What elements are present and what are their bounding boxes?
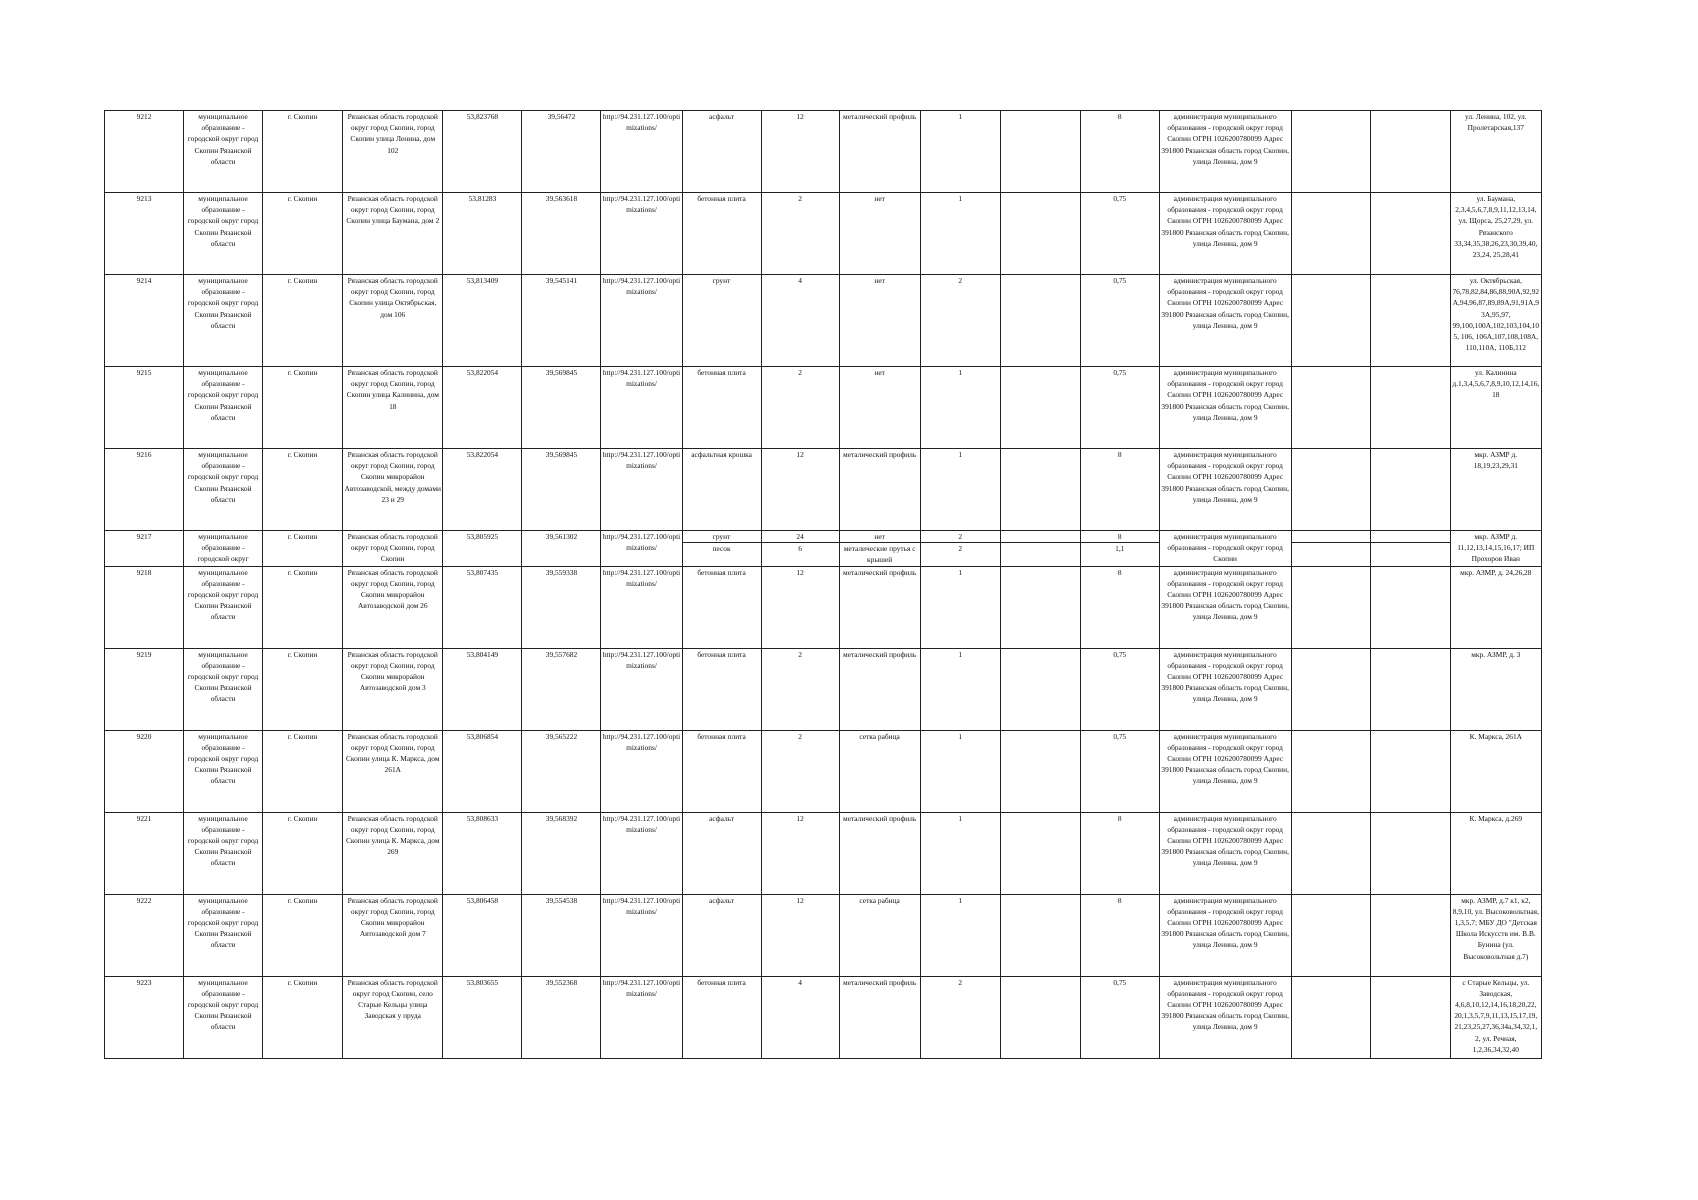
city-cell: г. Скопин	[263, 566, 343, 648]
container-volume-cell: 0,75	[1080, 367, 1159, 449]
surface-cell: песок	[682, 543, 761, 566]
surface-cell: бетонная плита	[682, 566, 761, 648]
empty-cell	[1000, 648, 1080, 730]
empty-cell	[1000, 531, 1080, 543]
container-volume-cell: 8	[1080, 894, 1159, 976]
empty-cell	[1000, 275, 1080, 367]
address-cell: Рязанская область городской округ город Скопин, город Скопин улица Ленина, дом 102	[343, 111, 443, 193]
empty-cell	[1370, 812, 1450, 894]
longitude-cell: 39,552368	[522, 976, 601, 1058]
empty-cell	[1370, 730, 1450, 812]
waste-sources-cell: ул. Баумана, 2,3,4,5,6,7,8,9,11,12,13,14, ул. Щорса, 25,27,29, ул. Рязанского 33,34,35,38,26,23,30,39,40, 23,24, 25,28,41	[1450, 193, 1541, 275]
surface-cell: бетонная плита	[682, 976, 761, 1058]
containers-count-cell: 1	[920, 566, 1000, 648]
registry-sheet	[104, 110, 1542, 1069]
city-cell: г. Скопин	[263, 193, 343, 275]
surface-cell: асфальт	[682, 894, 761, 976]
area-cell: 2	[761, 730, 839, 812]
containers-count-cell: 2	[920, 531, 1000, 543]
containers-count-cell: 2	[920, 543, 1000, 566]
fence-cell: металический профиль	[839, 648, 920, 730]
table-row	[105, 894, 1542, 976]
area-cell: 12	[761, 449, 839, 531]
address-cell: Рязанская область городской округ город Скопин, город Скопин улица К. Маркса, дом 261А	[343, 730, 443, 812]
empty-cell	[1000, 111, 1080, 193]
table-row	[105, 976, 1542, 1058]
record-id-cell: 9215	[105, 367, 184, 449]
area-cell: 12	[761, 812, 839, 894]
holder-cell: администрация муниципального образования - городской округ город Скопин ОГРН 1026200780099 Адрес 391800 Рязанская область город Скопин, улица Ленина, дом 9	[1159, 566, 1291, 648]
containers-count-cell: 1	[920, 730, 1000, 812]
record-id-cell: 9218	[105, 566, 184, 648]
latitude-cell: 53,822054	[443, 367, 522, 449]
surface-cell: бетонная плита	[682, 648, 761, 730]
holder-cell: администрация муниципального образования - городской округ город Скопин ОГРН 1026200780099 Адрес 391800 Рязанская область город Скопин, улица Ленина, дом 9	[1159, 648, 1291, 730]
empty-cell	[1000, 812, 1080, 894]
longitude-cell: 39,569845	[522, 449, 601, 531]
containers-count-cell: 2	[920, 976, 1000, 1058]
map-link-cell[interactable]: http://94.231.127.100/optimizations/	[601, 275, 682, 367]
longitude-cell: 39,565222	[522, 730, 601, 812]
record-id-cell: 9223	[105, 976, 184, 1058]
longitude-cell: 39,56472	[522, 111, 601, 193]
containers-count-cell: 1	[920, 648, 1000, 730]
surface-cell: бетонная плита	[682, 730, 761, 812]
waste-sources-cell: ул. Калинина д.1,3,4,5,6,7,8,9,10,12,14,16,18	[1450, 367, 1541, 449]
table-row	[105, 449, 1542, 531]
city-cell: г. Скопин	[263, 367, 343, 449]
waste-sources-cell: К. Маркса, 261А	[1450, 730, 1541, 812]
address-cell: Рязанская область городской округ город Скопин, город Скопин микрорайон Автозаводской дом 7	[343, 894, 443, 976]
record-id-cell: 9220	[105, 730, 184, 812]
address-cell: Рязанская область городской округ город Скопин, город Скопин микрорайон Автозаводской дом 26	[343, 566, 443, 648]
area-cell: 4	[761, 976, 839, 1058]
waste-sources-cell: мкр. АЗМР, д. 24,26,28	[1450, 566, 1541, 648]
record-id-cell: 9219	[105, 648, 184, 730]
waste-sources-cell: К. Маркса, д.269	[1450, 812, 1541, 894]
container-volume-cell: 0,75	[1080, 730, 1159, 812]
record-id-cell: 9221	[105, 812, 184, 894]
longitude-cell: 39,559338	[522, 566, 601, 648]
empty-cell	[1370, 566, 1450, 648]
container-volume-cell: 0,75	[1080, 193, 1159, 275]
container-volume-cell: 8	[1080, 111, 1159, 193]
empty-cell	[1370, 367, 1450, 449]
owner-cell: муниципальное образование - городской округ город Скопин Рязанской области	[184, 730, 263, 812]
empty-cell	[1291, 543, 1370, 566]
container-volume-cell: 8	[1080, 449, 1159, 531]
holder-cell: администрация муниципального образования - городской округ город Скопин ОГРН 1026200780099 Адрес 391800 Рязанская область город Скопин, улица Ленина, дом 9	[1159, 449, 1291, 531]
fence-cell: металические прутья с крышей	[839, 543, 920, 566]
area-cell: 6	[761, 543, 839, 566]
area-cell: 2	[761, 367, 839, 449]
map-link-cell: http://94.231.127.100/optimizations/	[601, 531, 682, 567]
longitude-cell: 39,554538	[522, 894, 601, 976]
containers-count-cell: 1	[920, 812, 1000, 894]
fence-cell: нет	[839, 275, 920, 367]
owner-cell: муниципальное образование - городской округ город Скопин Рязанской области	[184, 367, 263, 449]
container-volume-cell: 1,1	[1080, 543, 1159, 566]
waste-sources-cell: мкр. АЗМР, д.7 к1, к2, 8,9,10, ул. Высоковольтная, 1,3,5,7; МБУ ДО "Детская Школа Искусств им. В.В. Бунина (ул. Высоковольтная д.7)	[1450, 894, 1541, 976]
area-cell: 2	[761, 648, 839, 730]
waste-sources-cell: мкр. АЗМР д. 18,19,23,29,31	[1450, 449, 1541, 531]
waste-sources-cell: мкр. АЗМР, д. 3	[1450, 648, 1541, 730]
address-cell: Рязанская область городской округ город Скопин, город Скопин улица Баумана, дом 2	[343, 193, 443, 275]
map-link-cell[interactable]: http://94.231.127.100/optimizations/	[601, 566, 682, 648]
table-row	[105, 730, 1542, 812]
surface-cell: бетонная плита	[682, 193, 761, 275]
empty-cell	[1291, 275, 1370, 367]
latitude-cell: 53,806458	[443, 894, 522, 976]
record-id-cell: 9217	[105, 531, 184, 567]
address-cell: Рязанская область городской округ город Скопин, город Скопин	[343, 531, 443, 567]
table-row	[105, 193, 1542, 275]
owner-cell: муниципальное образование - городской округ	[184, 531, 263, 567]
owner-cell: муниципальное образование - городской округ город Скопин Рязанской области	[184, 976, 263, 1058]
longitude-cell: 39,545141	[522, 275, 601, 367]
empty-cell	[1291, 367, 1370, 449]
empty-cell	[1000, 449, 1080, 531]
surface-cell: асфальтная крошка	[682, 449, 761, 531]
latitude-cell: 53,804149	[443, 648, 522, 730]
latitude-cell: 53,822054	[443, 449, 522, 531]
area-cell: 12	[761, 894, 839, 976]
fence-cell: сетка рабица	[839, 894, 920, 976]
empty-cell	[1000, 976, 1080, 1058]
longitude-cell: 39,563618	[522, 193, 601, 275]
waste-sources-cell: с Старые Кельцы, ул. Заводская, 4,6,8,10,12,14,16,18,20,22, 20,1,3,5,7,9,11,13,15,17,19, 21,23,25,27,36,34а,34,32,1, 2, ул. Речная, 1,2,36,34,32,40	[1450, 976, 1541, 1058]
table-row	[105, 275, 1542, 367]
map-link-cell[interactable]: http://94.231.127.100/optimizations/	[601, 894, 682, 976]
surface-cell: бетонная плита	[682, 367, 761, 449]
map-link-cell[interactable]: http://94.231.127.100/optimizations/	[601, 111, 682, 193]
table-row	[105, 648, 1542, 730]
record-id-cell: 9213	[105, 193, 184, 275]
owner-cell: муниципальное образование - городской округ город Скопин Рязанской области	[184, 193, 263, 275]
owner-cell: муниципальное образование - городской округ город Скопин Рязанской области	[184, 111, 263, 193]
empty-cell	[1370, 648, 1450, 730]
owner-cell: муниципальное образование - городской округ город Скопин Рязанской области	[184, 566, 263, 648]
city-cell: г. Скопин	[263, 812, 343, 894]
record-id-cell: 9222	[105, 894, 184, 976]
empty-cell	[1370, 543, 1450, 566]
surface-cell: асфальт	[682, 812, 761, 894]
holder-cell: администрация муниципального образования - городской округ город Скопин ОГРН 1026200780099 Адрес 391800 Рязанская область город Скопин, улица Ленина, дом 9	[1159, 894, 1291, 976]
owner-cell: муниципальное образование - городской округ город Скопин Рязанской области	[184, 275, 263, 367]
fence-cell: металический профиль	[839, 449, 920, 531]
empty-cell	[1291, 449, 1370, 531]
latitude-cell: 53,807435	[443, 566, 522, 648]
waste-sources-cell: мкр. АЗМР д. 11,12,13,14,15,16,17; ИП Прохоров Иван	[1450, 531, 1541, 567]
city-cell: г. Скопин	[263, 648, 343, 730]
holder-cell: администрация муниципального образования - городской округ город Скопин ОГРН 1026200780099 Адрес 391800 Рязанская область город Скопин, улица Ленина, дом 9	[1159, 976, 1291, 1058]
address-cell: Рязанская область городской округ город Скопин, город Скопин улица Калинина, дом 18	[343, 367, 443, 449]
city-cell: г. Скопин	[263, 894, 343, 976]
latitude-cell: 53,823768	[443, 111, 522, 193]
waste-sources-cell: ул. Октябрьская, 76,78,82,84,86,88,90А,92,92А,94,96,87,89,89А,91,91А,93А,95,97, 99,100,100А,102,103,104,105, 106, 106А,107,108,108А, 110,110А, 110Б,112	[1450, 275, 1541, 367]
empty-cell	[1291, 193, 1370, 275]
owner-cell: муниципальное образование - городской округ город Скопин Рязанской области	[184, 449, 263, 531]
latitude-cell: 53,803655	[443, 976, 522, 1058]
empty-cell	[1370, 275, 1450, 367]
map-link-cell[interactable]: http://94.231.127.100/optimizations/	[601, 812, 682, 894]
container-volume-cell: 8	[1080, 566, 1159, 648]
longitude-cell: 39,569845	[522, 367, 601, 449]
containers-count-cell: 1	[920, 193, 1000, 275]
area-cell: 4	[761, 275, 839, 367]
address-cell: Рязанская область городской округ город Скопин, город Скопин микрорайон Автозаводской дом 3	[343, 648, 443, 730]
owner-cell: муниципальное образование - городской округ город Скопин Рязанской области	[184, 648, 263, 730]
record-id-cell: 9216	[105, 449, 184, 531]
containers-count-cell: 2	[920, 275, 1000, 367]
empty-cell	[1291, 812, 1370, 894]
surface-cell: грунт	[682, 275, 761, 367]
table-row	[105, 566, 1542, 648]
map-link-cell[interactable]: http://94.231.127.100/optimizations/	[601, 367, 682, 449]
city-cell: г. Скопин	[263, 531, 343, 567]
empty-cell	[1291, 730, 1370, 812]
fence-cell: металический профиль	[839, 566, 920, 648]
empty-cell	[1291, 976, 1370, 1058]
address-cell: Рязанская область городской округ город Скопин, село Старые Кельцы улица Заводская у пруда	[343, 976, 443, 1058]
empty-cell	[1000, 894, 1080, 976]
holder-cell: администрация муниципального образования - городской округ город Скопин ОГРН 1026200780099 Адрес 391800 Рязанская область город Скопин, улица Ленина, дом 9	[1159, 193, 1291, 275]
longitude-cell: 39,561302	[522, 531, 601, 567]
owner-cell: муниципальное образование - городской округ город Скопин Рязанской области	[184, 812, 263, 894]
holder-cell: администрация муниципального образования - городской округ город Скопин ОГРН 1026200780099 Адрес 391800 Рязанская область город Скопин, улица Ленина, дом 9	[1159, 275, 1291, 367]
city-cell: г. Скопин	[263, 730, 343, 812]
container-volume-cell: 0,75	[1080, 275, 1159, 367]
table-row	[105, 531, 1542, 543]
holder-cell: администрация муниципального образования - городской округ город Скопин ОГРН 1026200780099 Адрес 391800 Рязанская область город Скопин, улица Ленина, дом 9	[1159, 730, 1291, 812]
city-cell: г. Скопин	[263, 275, 343, 367]
empty-cell	[1000, 193, 1080, 275]
table-row	[105, 812, 1542, 894]
address-cell: Рязанская область городской округ город Скопин, город Скопин улица Октябрьская, дом 106	[343, 275, 443, 367]
latitude-cell: 53,81283	[443, 193, 522, 275]
holder-cell: администрация муниципального образования - городской округ город Скопин	[1159, 531, 1291, 567]
record-id-cell: 9212	[105, 111, 184, 193]
empty-cell	[1291, 894, 1370, 976]
empty-cell	[1370, 193, 1450, 275]
waste-sources-cell: ул. Ленина, 102, ул. Пролетарская,137	[1450, 111, 1541, 193]
empty-cell	[1291, 566, 1370, 648]
container-volume-cell: 8	[1080, 531, 1159, 543]
empty-cell	[1000, 543, 1080, 566]
container-volume-cell: 0,75	[1080, 648, 1159, 730]
area-cell: 12	[761, 111, 839, 193]
map-link-cell[interactable]: http://94.231.127.100/optimizations/	[601, 449, 682, 531]
empty-cell	[1370, 449, 1450, 531]
fence-cell: нет	[839, 531, 920, 543]
surface-cell: грунт	[682, 531, 761, 543]
owner-cell: муниципальное образование - городской округ город Скопин Рязанской области	[184, 894, 263, 976]
fence-cell: металический профиль	[839, 812, 920, 894]
container-volume-cell: 0,75	[1080, 976, 1159, 1058]
latitude-cell: 53,813409	[443, 275, 522, 367]
fence-cell: металический профиль	[839, 976, 920, 1058]
map-link-cell[interactable]: http://94.231.127.100/optimizations/	[601, 976, 682, 1058]
empty-cell	[1291, 648, 1370, 730]
containers-count-cell: 1	[920, 894, 1000, 976]
empty-cell	[1291, 111, 1370, 193]
area-cell: 12	[761, 566, 839, 648]
containers-count-cell: 1	[920, 367, 1000, 449]
latitude-cell: 53,806854	[443, 730, 522, 812]
empty-cell	[1370, 976, 1450, 1058]
holder-cell: администрация муниципального образования - городской округ город Скопин ОГРН 1026200780099 Адрес 391800 Рязанская область город Скопин, улица Ленина, дом 9	[1159, 111, 1291, 193]
table-body	[105, 111, 1542, 1059]
holder-cell: администрация муниципального образования - городской округ город Скопин ОГРН 1026200780099 Адрес 391800 Рязанская область город Скопин, улица Ленина, дом 9	[1159, 367, 1291, 449]
empty-cell	[1370, 894, 1450, 976]
container-volume-cell: 8	[1080, 812, 1159, 894]
fence-cell: нет	[839, 193, 920, 275]
fence-cell: металический профиль	[839, 111, 920, 193]
address-cell: Рязанская область городской округ город Скопин, город Скопин микрорайон Автозаводской, между домами 23 и 29	[343, 449, 443, 531]
fence-cell: сетка рабица	[839, 730, 920, 812]
area-cell: 24	[761, 531, 839, 543]
latitude-cell: 53,805925	[443, 531, 522, 567]
containers-count-cell: 1	[920, 449, 1000, 531]
city-cell: г. Скопин	[263, 976, 343, 1058]
table-row	[105, 111, 1542, 193]
table-row	[105, 367, 1542, 449]
latitude-cell: 53,808633	[443, 812, 522, 894]
area-cell: 2	[761, 193, 839, 275]
fence-cell: нет	[839, 367, 920, 449]
surface-cell: асфальт	[682, 111, 761, 193]
holder-cell: администрация муниципального образования - городской округ город Скопин ОГРН 1026200780099 Адрес 391800 Рязанская область город Скопин, улица Ленина, дом 9	[1159, 812, 1291, 894]
containers-count-cell: 1	[920, 111, 1000, 193]
map-link-cell[interactable]: http://94.231.127.100/optimizations/	[601, 193, 682, 275]
longitude-cell: 39,568392	[522, 812, 601, 894]
empty-cell	[1000, 566, 1080, 648]
longitude-cell: 39,557682	[522, 648, 601, 730]
empty-cell	[1370, 531, 1450, 543]
empty-cell	[1000, 367, 1080, 449]
map-link-cell[interactable]: http://94.231.127.100/optimizations/	[601, 730, 682, 812]
waste-sites-table	[104, 110, 1542, 1059]
city-cell: г. Скопин	[263, 449, 343, 531]
map-link-cell[interactable]: http://94.231.127.100/optimizations/	[601, 648, 682, 730]
address-cell: Рязанская область городской округ город Скопин, город Скопин улица К. Маркса, дом 269	[343, 812, 443, 894]
empty-cell	[1000, 730, 1080, 812]
city-cell: г. Скопин	[263, 111, 343, 193]
record-id-cell: 9214	[105, 275, 184, 367]
empty-cell	[1370, 111, 1450, 193]
empty-cell	[1291, 531, 1370, 543]
